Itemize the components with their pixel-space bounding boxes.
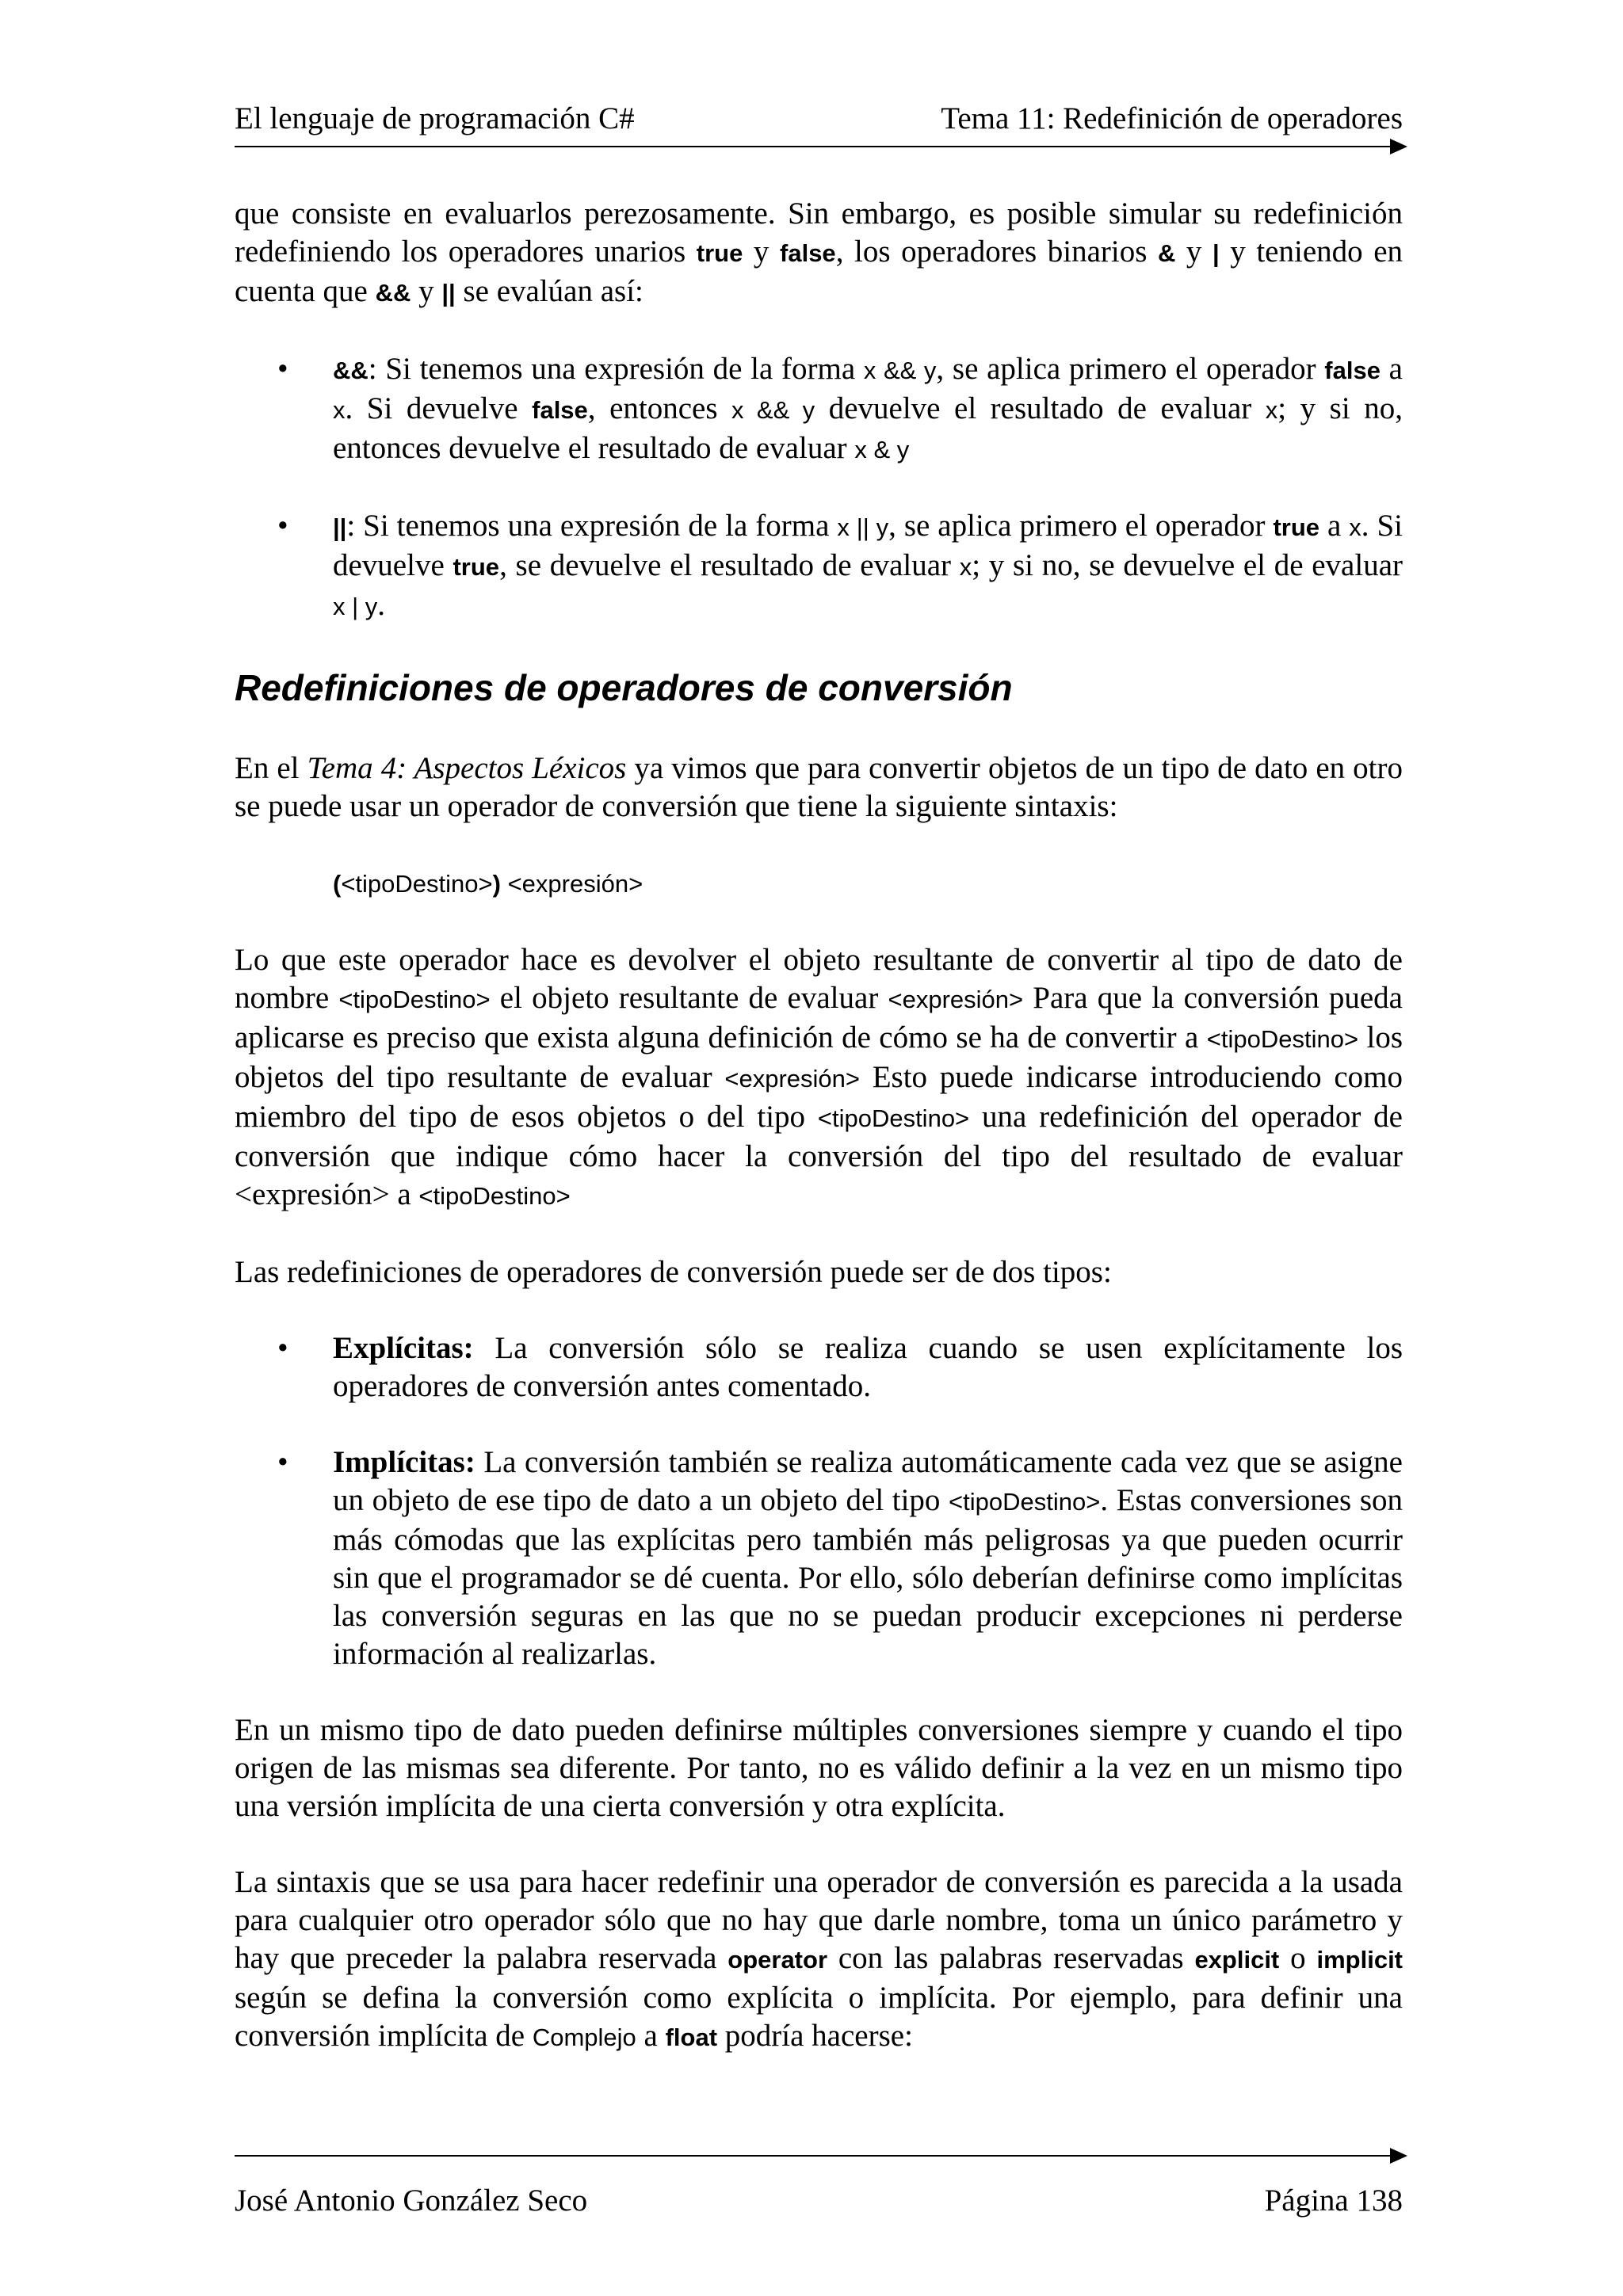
paragraph-cast-explanation: Lo que este operador hace es devolver el objeto resultante de convertir al tipo de dato de nombre <tipoDestino> el objeto resultante de evaluar <expresión> Para que la conversión pueda aplicarse es preciso que exista alguna definición de cómo se ha de convertir a <tipoDestino> los objetos del tipo resultante de evaluar <expresión> Esto puede indicarse introduciendo como miembro del tipo de esos objetos o del tipo <tipoDestino> una redefinición del operador de conversión que indique cómo hacer la conversión del tipo del resultado de evaluar <expresión> a <tipoDestino> <box>235 943 1403 1211</box>
footer-arrow-rule <box>235 2155 1392 2157</box>
code-cast-syntax: (<tipoDestino>) <expresión> <box>333 870 643 898</box>
bullet-or-operator: • ||: Si tenemos una expresión de la forma x || y, se aplica primero el operador true a x. Si devuelve true, se devuelve el resultado de evaluar x; y si no, se devuelve el de evaluar x | y. <box>277 509 1403 622</box>
bullet-dot: • <box>277 1331 288 1365</box>
page-header <box>235 95 1403 143</box>
paragraph-syntax: La sintaxis que se usa para hacer redefinir una operador de conversión es parecida a la usada para cualquier otro operador sólo que no hay que darle nombre, toma un único parámetro y hay que preceder la palabra reservada operator con las palabras reservadas explicit o implicit según se defina la conversión como explícita o implícita. Por ejemplo, para definir una conversión implícita de Complejo a float podría hacerse: <box>235 1865 1403 2053</box>
bullet-implicit: • Implícitas: La conversión también se realiza automáticamente cada vez que se asigne un objeto de ese tipo de dato a un objeto del tipo <tipoDestino>. Estas conversiones son más cómodas que las explícitas pero también más peligrosas ya que pueden ocurrir sin que el programador se dé cuenta. Por ello, sólo deberían definirse como implícitas las conversión seguras en las que no se puedan producir excepciones ni perderse información al realizarlas. <box>277 1445 1403 1671</box>
page-body <box>235 195 1403 2095</box>
bullet-and-operator: • &&: Si tenemos una expresión de la forma x && y, se aplica primero el operador false a x. Si devuelve false, entonces x && y devuelve el resultado de evaluar x; y si no, entonces devuelve el resultado de evaluar x & y <box>277 352 1403 465</box>
bullet-dot: • <box>277 1445 288 1479</box>
paragraph-conversion-intro: En el Tema 4: Aspectos Léxicos ya vimos que para convertir objetos de un tipo de dato en otro se puede usar un operador de conversión que tiene la siguiente sintaxis: <box>235 751 1403 823</box>
header-chapter-title: Tema 11: Redefinición de operadores <box>941 101 1403 135</box>
intro-paragraph: que consiste en evaluarlos perezosamente. Sin embargo, es posible simular su redefinición redefiniendo los operadores unarios true y false, los operadores binarios & y | y teniendo en cuenta que && y || se evalúan así: <box>235 196 1403 308</box>
bullet-dot: • <box>277 509 288 543</box>
header-arrow-rule <box>235 146 1392 147</box>
paragraph-multiple-conversions: En un mismo tipo de dato pueden definirse múltiples conversiones siempre y cuando el tipo origen de las mismas sea diferente. Por tanto, no es válido definir a la vez en un mismo tipo una versión implícita de una cierta conversión y otra explícita. <box>235 1713 1403 1823</box>
footer-author: José Antonio González Seco <box>235 2183 588 2218</box>
bullet-dot: • <box>277 352 288 386</box>
section-heading: Redefiniciones de operadores de conversión <box>235 667 1013 708</box>
footer-page-number: Página 138 <box>1264 2183 1403 2218</box>
paragraph-two-types: Las redefiniciones de operadores de conversión puede ser de dos tipos: <box>235 1255 1112 1289</box>
header-book-title: El lenguaje de programación C# <box>235 101 635 135</box>
bullet-explicit: • Explícitas: La conversión sólo se realiza cuando se usen explícitamente los operadores de conversión antes comentado. <box>277 1331 1403 1403</box>
page-footer <box>235 2177 1403 2225</box>
